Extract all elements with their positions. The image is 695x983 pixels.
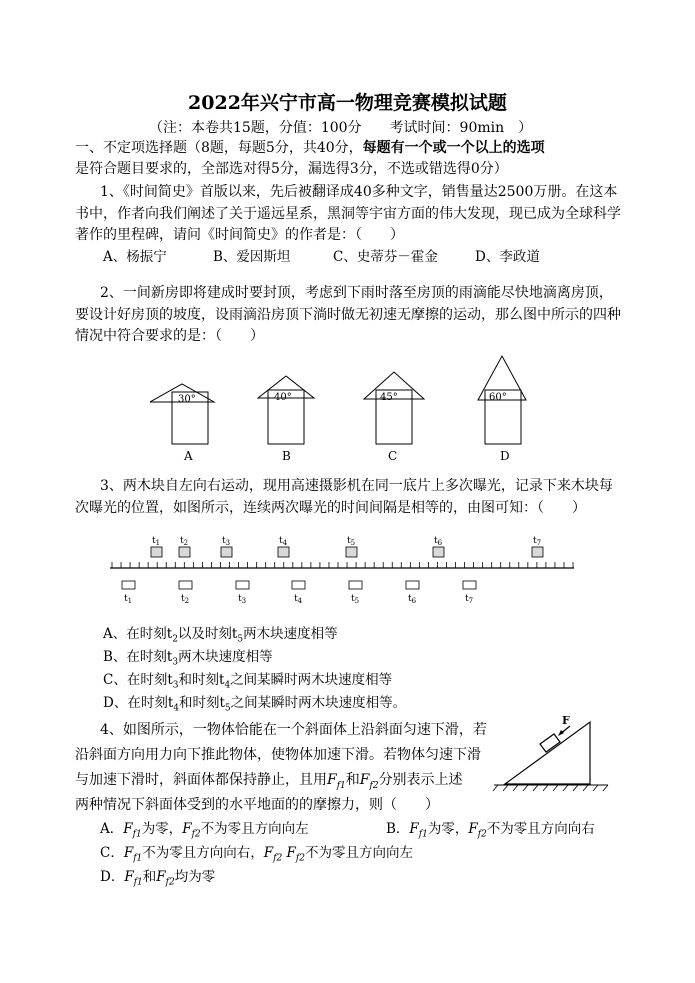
house-b-angle: 40°: [274, 392, 292, 403]
force-label: F: [562, 714, 570, 727]
q4-option-d[interactable]: D．$F_{f1}$和$F_{f2}$均为零: [100, 869, 216, 888]
top-block-label: $t_1$: [152, 536, 161, 547]
q4-line1: 4、如图所示，一物体恰能在一个斜面体上沿斜面匀速下滑，若: [100, 722, 487, 738]
q2-line1: 2、一间新房即将建成时要封顶，考虑到下雨时落至房顶的雨滴能尽快地滴离房顶，: [100, 285, 613, 301]
q1-option-b[interactable]: B、爱因斯坦: [213, 249, 291, 265]
top-block-label: $t_2$: [180, 536, 189, 547]
q4-line4: 两种情况下斜面体受到的水平地面的的摩擦力，则（ ）: [75, 797, 439, 813]
house-d-label[interactable]: D: [500, 449, 510, 463]
section-heading-bold: 每题有一个或一个以上的选项: [362, 140, 545, 156]
bottom-block: [179, 581, 192, 589]
q4-option-c[interactable]: C．$F_{f1}$不为零且方向向右，$F_{f2}$ $F_{f2}$不为零且方向向左: [100, 845, 413, 864]
house-a-label[interactable]: A: [184, 449, 193, 463]
exam-note: （注：本卷共15题，分值：100分 考试时间：90min ）: [149, 120, 533, 136]
top-block: [179, 547, 190, 557]
timeline-ticks: [112, 562, 573, 568]
bottom-block: [292, 581, 305, 589]
ground-hatching: [493, 785, 608, 791]
top-block-label: $t_6$: [434, 536, 443, 547]
house-c-label[interactable]: C: [388, 449, 398, 463]
q4-line2: 沿斜面方向用力向下推此物体，使物体加速下滑。若物体匀速下滑: [75, 747, 481, 763]
house-c-angle: 45°: [380, 392, 398, 403]
bottom-block-label: $t_7$: [465, 594, 474, 605]
house-b-label[interactable]: B: [282, 449, 291, 463]
q1-option-a[interactable]: A、杨振宁: [103, 249, 167, 265]
bottom-block: [406, 581, 419, 589]
bottom-block-label: $t_2$: [181, 594, 190, 605]
page-title: 2022年兴宁市高一物理竞赛模拟试题: [188, 92, 507, 114]
q4-line3: 与加速下滑时，斜面体都保持静止，且用$F_{f1}$和$F_{f2}$分别表示上述: [75, 772, 463, 791]
bottom-block: [236, 581, 249, 589]
q4-option-a[interactable]: A．$F_{f1}$为零，$F_{f2}$不为零且方向向左: [100, 821, 309, 840]
bottom-block: [122, 581, 135, 589]
house-a: [150, 384, 214, 444]
block-on-incline: [540, 734, 560, 752]
houses-figure: [150, 350, 570, 465]
exposure-timeline: [108, 532, 578, 612]
bottom-block-label: $t_6$: [408, 594, 417, 605]
house-d-angle: 60°: [489, 392, 507, 403]
bottom-blocks: [122, 581, 476, 605]
bottom-block-label: $t_1$: [124, 594, 133, 605]
top-block-label: $t_5$: [347, 536, 356, 547]
section-instructions: 是符合题目要求的，全部选对得5分，漏选得3分，不选或错选得0分）: [75, 161, 508, 177]
q2-line3: 情况中符合要求的是：（ ）: [75, 328, 264, 344]
top-block: [221, 547, 232, 557]
top-block: [433, 547, 444, 557]
section-heading: [75, 138, 545, 158]
incline-wedge: [505, 722, 590, 784]
q3-option-d[interactable]: D、在时刻$t_4$和时刻$t_5$之间某瞬时两木块速度相等。: [103, 695, 407, 714]
bottom-block-label: $t_5$: [351, 594, 360, 605]
q3-line1: 3、两木块自左向右运动，现用高速摄影机在同一底片上多次曝光，记录下来木块每: [100, 478, 613, 494]
section-heading-text: 一、不定项选择题（8题，每题5分，共40分，: [75, 140, 363, 156]
top-block: [532, 547, 543, 557]
q1-option-c[interactable]: C、史蒂芬－霍金: [333, 249, 438, 265]
top-block-label: $t_4$: [279, 536, 288, 547]
q2-line2: 要设计好房顶的坡度，设雨滴沿房顶下淌时做无初速无摩擦的运动，那么图中所示的四种: [75, 307, 621, 323]
bottom-block: [463, 581, 476, 589]
q1-line1: 1、《时间简史》首版以来，先后被翻译成40多种文字，销售量达2500万册。在这本: [100, 184, 618, 200]
q1-line3: 著作的里程碑，请问《时间简史》的作者是：（ ）: [75, 227, 404, 243]
q1-line2: 书中，作者向我们阐述了关于遥远星系，黑洞等宇宙方面的伟大发现，现已成为全球科学: [75, 206, 621, 222]
top-block: [278, 547, 289, 557]
house-b: [258, 376, 314, 444]
q3-option-c[interactable]: C、在时刻$t_3$和时刻$t_4$之间某瞬时两木块速度相等: [103, 672, 393, 691]
q3-option-a[interactable]: A、在时刻$t_2$以及时刻$t_5$两木块速度相等: [103, 626, 338, 645]
bottom-block-label: $t_3$: [238, 594, 247, 605]
top-block: [151, 547, 162, 557]
house-a-angle: 30°: [178, 394, 196, 405]
q4-option-b[interactable]: B．$F_{f1}$为零，$F_{f2}$不为零且方向向右: [386, 821, 595, 840]
top-blocks: [151, 536, 543, 557]
q1-option-d[interactable]: D、李政道: [475, 249, 540, 265]
top-block-label: $t_7$: [533, 536, 542, 547]
house-c: [364, 372, 424, 444]
bottom-block: [349, 581, 362, 589]
q3-line2: 次曝光的位置，如图所示，连续两次曝光的时间间隔是相等的，由图可知：（ ）: [75, 500, 586, 516]
bottom-block-label: $t_4$: [294, 594, 303, 605]
incline-figure: [490, 712, 620, 792]
top-block: [346, 547, 357, 557]
top-block-label: $t_3$: [222, 536, 231, 547]
q3-option-b[interactable]: B、在时刻$t_3$两木块速度相等: [103, 649, 273, 668]
